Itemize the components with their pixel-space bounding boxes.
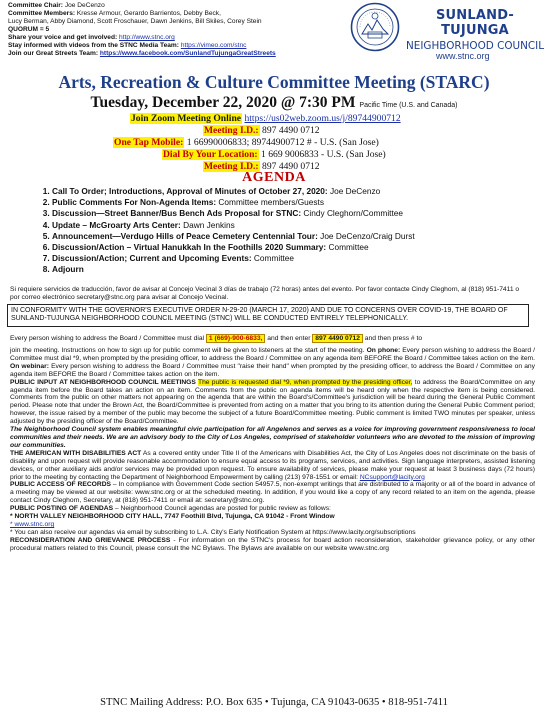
zoom-link[interactable]: https://us02web.zoom.us/j/89744900712 xyxy=(244,113,401,124)
org-name xyxy=(404,8,546,52)
org-name-line2: NEIGHBORHOOD COUNCIL xyxy=(405,40,544,52)
header-info xyxy=(8,2,276,58)
agenda-item: 3. Discussion—Street Banner/Bus Bench Ads Proposal for STNC: Cindy Cleghorn/Committee xyxy=(52,208,415,219)
footer-address: STNC Mailing Address: P.O. Box 635 • Tujunga, CA 91043-0635 • 818-951-7411 xyxy=(100,697,448,708)
posting-item[interactable]: * www.stnc.org xyxy=(10,520,55,528)
chair-line: Committee Chair: Joe DeCenzo xyxy=(8,2,105,9)
facebook-line: Join our Great Streets Team: https://www.facebook.com/SunlandTujungaGreatStreets xyxy=(8,50,276,57)
org-website[interactable]: www.stnc.org xyxy=(436,51,490,61)
dial-meeting-id: 897 4490 0712 xyxy=(312,334,363,343)
involved-line: Share your voice and get involved: http://www.stnc.org xyxy=(8,34,175,41)
agenda-item: 7. Discussion/Action; Current and Upcoming Events: Committee xyxy=(52,253,415,264)
posting-item: * You can also receive our agendas via email by subscribing to L.A. City's Early Notification System at https://www.lacity.org/subscriptions xyxy=(10,528,416,536)
covid-notice-box: IN CONFORMITY WITH THE GOVERNOR'S EXECUTIVE ORDER N-29-20 (MARCH 17, 2020) AND DUE TO CONCERNS OVER COVID-19, THE BOARD OF SUNLAND-TUJUNGA NEIGHBORHOOD COUNCIL MEETING (STNC) WILL BE CONDUCTED ENTIRELY TELEPHONICALLY. xyxy=(7,304,529,327)
ada-paragraph: THE AMERICAN WITH DISABILITIES ACT As a covered entity under Title II of the Americans with Disabilities Act, the City of Los Angeles does not discriminate on the basis of disability and upon request will provide reasonable accommodation to ensure equal access to its programs, services, and activities. Sign language interpreters, assisted listening devices, or other auxiliary aids and/or services may be provided upon request. To ensure availability of services, please make your request at least 3 business days (72 hours) prior to the meeting by contacting the Department of Neighborhood Empowerment by calling (213) 978-1551 or email: NCsupport@lacity.org xyxy=(10,449,535,481)
join-paragraph: join the meeting. Instructions on how to sign up for public comment will be given to listeners at the start of the meeting. On phone: Every person wishing to address the Board / Committee must dial *9, when prompted by the presiding officer, to address the Board / Committee on any agenda item BEFORE the Board / Committee takes action on the item. On webinar: Every person wishing to address the Board / Committee must "raise their hand" when prompted by the presiding officer, to address the Board / Committee on any agenda item BEFORE the Board / Committee takes action on the item. xyxy=(10,347,536,378)
ada-email-link[interactable]: NCsupport@lacity.org xyxy=(359,473,425,481)
spanish-notice: Si requiere servicios de traducción, favor de avisar al Concejo Vecinal 3 días de trabajo (72 horas) antes del evento. Por favor contacte Cindy Cleghorn, al (818) 951-7411 o por correo electrónico secretary@stnc.org para avisar al Concejo Vecinal. xyxy=(10,286,520,301)
meeting-date: Tuesday, December 22, 2020 @ 7:30 PM xyxy=(90,94,356,111)
public-input-paragraph: PUBLIC INPUT AT NEIGHBORHOOD COUNCIL MEETINGS The public is requested dial *9, when prompted by the presiding officer, to address the Board/Committee on any agenda item before the Board takes an action on an item. Comments from the public on agenda items will be heard only when the respective item is being considered. Comments from the public on other matters not appearing on the agenda that are within the Board's/Committee's jurisdiction will be heard during the General Public Comment period. Please note that under the Brown Act, the Board/Committee is prevented from acting on a matter that you bring to its attention during the General Public Comment period; however, the issue raised by a member of the public may become the subject of a future Board/Committee meeting. Public comment is limited TWO minutes per speaker, unless adjusted by the presiding officer of the Board/Committee. xyxy=(10,378,535,426)
agenda-item: 1. Call To Order; Introductions, Approval of Minutes of October 27, 2020: Joe DeCenzo xyxy=(52,186,415,197)
city-seal-icon xyxy=(350,2,400,52)
zoom-join-label: Join Zoom Meeting Online xyxy=(131,113,242,124)
records-paragraph: PUBLIC ACCESS OF RECORDS – In compliance with Government Code section 54957.5, non-exempt writings that are distributed to a majority or all of the board in advance of a meeting may be viewed at our website: www.stnc.org or at the scheduled meeting. In addition, if you would like a copy of any record related to an item on the agenda, please contact Cindy Cleghorn, Secretary, at (818) 951-7411 or email at: secretary@stnc.org. xyxy=(10,481,535,505)
members-line-2: Lucy Berman, Abby Diamond, Scott Froschauer, Dawn Jenkins, Bill Skiles, Corey Stein xyxy=(8,18,262,25)
one-tap-line: One Tap Mobile: 1 66990006833; 89744900712 # - U.S. (San Jose) xyxy=(114,137,379,148)
members-line: Committee Members: Kresse Armour, Gerardo Barrientos, Debby Beck, xyxy=(8,10,221,17)
stnc-link[interactable]: http://www.stnc.org xyxy=(119,34,175,41)
reconsider-paragraph: RECONSIDERATION AND GRIEVANCE PROCESS - For information on the STNC's process for board action reconsideration, stakeholder grievance policy, or any other procedural matters related to this Council, please consult the NC Bylaws. The Bylaws are available on our website www.stnc.org xyxy=(10,536,535,552)
agenda-heading: AGENDA xyxy=(242,170,306,185)
vimeo-link[interactable]: https://vimeo.com/stnc xyxy=(180,42,247,49)
dial-location-line: Dial By Your Location: 1 669 9006833 - U.S. (San Jose) xyxy=(163,149,386,160)
meeting-timezone: Pacific Time (U.S. and Canada) xyxy=(359,102,458,109)
agenda-item: 4. Update – McGroarty Arts Center: Dawn Jenkins xyxy=(52,220,415,231)
mission-paragraph: The Neighborhood Council system enables meaningful civic participation for all Angelenos and serves as a voice for improving government responsiveness to local communities and their needs. We are an advisory body to the City of Los Angeles, comprised of stakeholder volunteers who are devoted to the mission of improving our communities. xyxy=(10,426,535,449)
quorum-line: QUORUM = 5 xyxy=(8,26,50,33)
agenda-item: 8. Adjourn xyxy=(52,264,415,275)
meeting-id-line: Meeting I.D.: 897 4490 0712 xyxy=(204,125,320,136)
dial-number: 1 (669)-900-6833, xyxy=(206,334,266,343)
agenda-item: 2. Public Comments For Non-Agenda Items: Committee members/Guests xyxy=(52,197,415,208)
meeting-title: Arts, Recreation & Culture Committee Meeting (STARC) xyxy=(58,72,490,92)
meeting-id-line-2: Meeting I.D.: 897 4490 0712 xyxy=(204,161,320,172)
meeting-datetime xyxy=(0,94,548,112)
zoom-join-line xyxy=(130,113,401,124)
posting-paragraph: PUBLIC POSTING OF AGENDAS – Neighborhood Council agendas are posted for public review as follows: xyxy=(10,505,331,513)
agenda-list xyxy=(34,186,415,276)
notices-body xyxy=(10,347,535,553)
agenda-item: 5. Announcement—Verdugo Hills of Peace Cemetery Centennial Tour: Joe DeCenzo/Craig Durst xyxy=(52,231,415,242)
dial-instructions: Every person wishing to address the Board / Committee must dial 1 (669)-900-6833, and then enter 897 4490 0712 and then press # to xyxy=(10,335,423,342)
vimeo-line: Stay informed with videos from the STNC Media Team: https://vimeo.com/stnc xyxy=(8,42,247,49)
posting-item: * NORTH VALLEY NEIGHBORHOOD CITY HALL, 7747 Foothill Blvd, Tujunga, CA 91042 - Front Window xyxy=(10,513,335,521)
facebook-link[interactable]: https://www.facebook.com/SunlandTujungaGreatStreets xyxy=(99,50,276,57)
org-name-line1: SUNLAND-TUJUNGA xyxy=(435,8,515,38)
agenda-item: 6. Discussion/Action – Virtual Hanukkah In the Foothills 2020 Summary: Committee xyxy=(52,242,415,253)
